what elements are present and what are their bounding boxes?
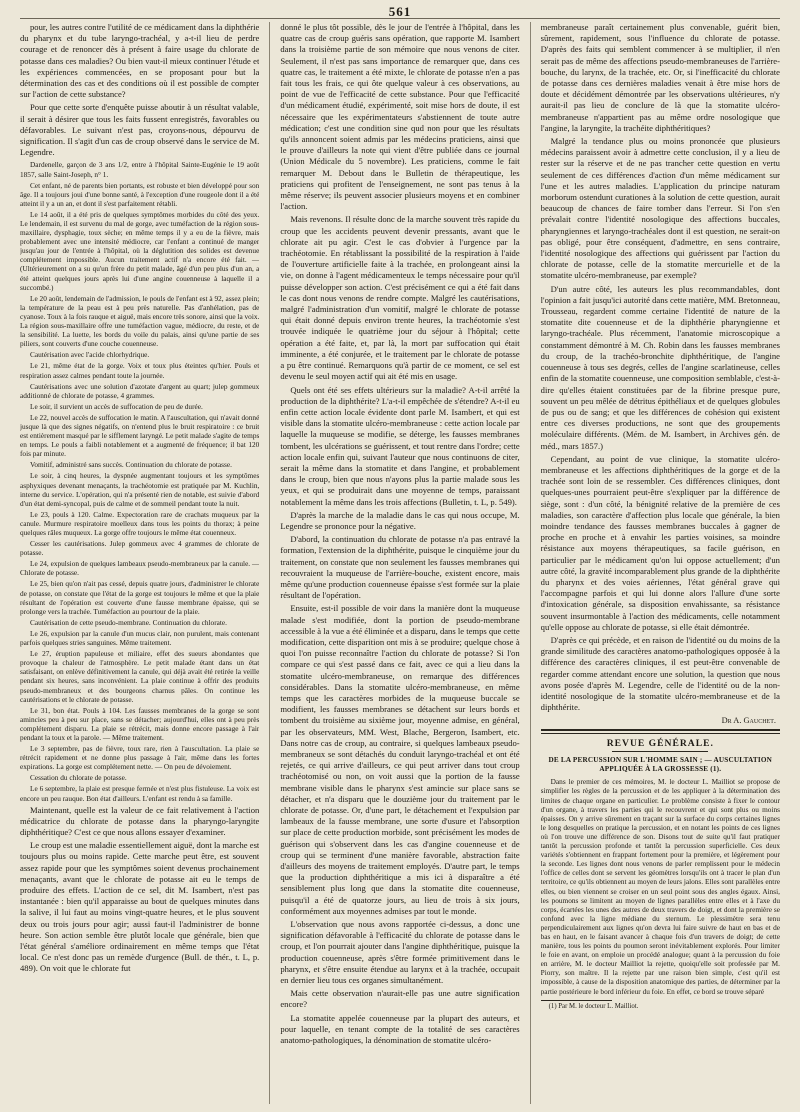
case-paragraph: Le 3 septembre, pas de fièvre, toux rare, rien à l'auscultation. La plaie se rétrécit rapidement et ne donne plus passage à l'air, même dans les fortes expirations. La gorge est complétement nette. — On peu de dévoiement. bbox=[20, 744, 260, 772]
case-paragraph: Cessation du chlorate de potasse. bbox=[30, 773, 127, 783]
section-rule bbox=[541, 729, 780, 734]
paragraph: D'un autre côté, les auteurs les plus recommandables, dont l'opinion a fait jusqu'ici autorité dans cette matière, MM. Bretonneau, Trousseau, regardent comme certaine l'identité de nature de la stomatite dite couenneuse et de la diphthérie pharyngienne et laryngo-trachéale. Plus récemment, l'anatomie microscopique a constamment démontré à M. Ch. Robin dans les fausses membranes du croup, de la trachéo-bronchite diphthéritique, de l'angine couenneuse à tous ses degrés, celles de l'angine scarlatineuse, celles enfin de la stomatite couenneuse, une composition semblable, c'est-à-dire qu'elles étaient constituées par de la fibrine presque pure, souvent un peu mêlée de détritus épithéliaux et de quelques globules de pus ou de sang; et que les différences de cohésion qui existent entre ces diverses productions, ne sont que des groupements moléculaire différents. (Mém. de M. Isambert, in Archives gén. de méd., mars 1857.) bbox=[540, 283, 780, 451]
columns bbox=[20, 22, 780, 1104]
page-number: 561 bbox=[388, 4, 412, 19]
case-paragraph: Le 26, expulsion par la canule d'un mucus clair, non purulent, mais contenant parfois quelques stries sanguines. Même traitement. bbox=[20, 628, 260, 648]
column-2 bbox=[280, 22, 519, 1104]
paragraph: D'après la marche de la maladie dans le cas qui nous occupe, M. Legendre se prononce pour la négative. bbox=[280, 509, 520, 531]
paragraph: donné le plus tôt possible, dès le jour de l'entrée à l'hôpital, dans les quatre cas de croup guéris sans opération, que rapporte M. Isambert dans la troisième partie de son mémoire que nous venons de citer. Seulement, il n'est pas sans importance de remarquer que, dans ces quatre cas, le traitement a été mixte, le chlorate de potasse n'en a pas fait tous les frais, ce qui ôte quelque valeur à ces observations, au point de vue de l'efficacité de cette substance. Pour que l'efficacité d'un médicament étudié, expérimenté, soit mise hors de doute, il est nécessaire que les expérimentateurs s'abstiennent de toute autre médication; c'est une condition sine qud non pour que les résultats qu'ils annoncent soient admis par les médecins praticiens, ainsi que le prouve d'ailleurs la note qui vient d'être publiée dans ce journal (Union Médicale du 5 novembre). Les praticiens, comme le fait remarquer M. Debout dans le Bulletin de thérapeutique, les praticiens qui profitent de l'enseignement, ne sont pas tenus à la même réserve; ils peuvent associer plusieurs moyens et en combiner l'action. bbox=[280, 22, 520, 212]
paragraph: Quels ont été ses effets ultérieurs sur la maladie? A-t-il arrêté la production de la diphthérite? L'a-t-il empêchée de s'étendre? A-t-il eu enfin cette action locale évidente dont parle M. Isambert, et qui est visible dans la stomatite ulcéro-membraneuse : cette action locale par laquelle la muqueuse se modifie, se déterge, les fausses membranes tombent, les ulcérations se guérissent, et tout rentre dans l'ordre; cette action locale enfin qui, suivant l'auteur que nous continuons de citer, serait la même dans la stomatite et dans l'angine, et probablement dans le croup, bien que nous n'ayons plus la partie malade sous les yeux, et qui se produirait dans une moyenne de temps, paraissant notablement la même dans les trois affections (Bulletin, t. L, p. 549). bbox=[280, 384, 520, 507]
case-paragraph: Le 25, bien qu'on n'ait pas cessé, depuis quatre jours, d'administrer le chlorate de potasse, on constate que l'état de la gorge est toujours le même et que la plaie résultant de l'opération est couverte d'une fausse membrane épaisse, qui se prolonge vers la trachée. Tuméfaction au pourtour de la plaie. bbox=[20, 579, 260, 616]
case-paragraph: Cesser les cautérisations. Julep gommeux avec 4 grammes de chlorate de potasse. bbox=[20, 539, 260, 558]
case-paragraph: Le 23, pouls à 120. Calme. Expectoration rare de crachats muqueux par la canule. Murmure respiratoire moelleux dans tous les points du thorax; à peine quelques râles muqueux. La gorge offre toujours le même état couenneux. bbox=[20, 509, 260, 537]
footnote: (1) Par M. le docteur L. Mailliot. bbox=[548, 1002, 639, 1010]
paragraph: Pour que cette sorte d'enquête puisse aboutir à un résultat valable, il serait à désirer que tous les faits fussent enregistrés, favorables ou défavorables. Le suivant n'est pas, croyons-nous, dépourvu de signification. Il s'agit d'un cas de croup observé dans le service de M. Legendre. bbox=[20, 102, 260, 158]
case-paragraph: Le soir, il survient un accès de suffocation de peu de durée. bbox=[30, 401, 203, 411]
case-paragraph: Cet enfant, né de parents bien portants, est robuste et bien développé pour son âge. Il a toujours joui d'une bonne santé, à l'exception d'une rougeole dont il a été atteint il y a un an, et dont il s'est parfaitement rétabli. bbox=[20, 180, 260, 208]
top-rule bbox=[20, 18, 780, 19]
case-paragraph: Vomitif, administré sans succès. Continuation du chlorate de potasse. bbox=[30, 460, 232, 470]
paragraph: membraneuse paraît certainement plus convenable, guérit bien, sûrement, rapidement, sous l'influence du chlorate de potasse. D'après des faits qui semblent commencer à se multiplier, il n'en serait pas de même des affections pseudo-membraneuses de l'arrière-bouche, du larynx, de la trachée, etc. Or, si l'inefficacité du chlorate de potasse dans ces dernières maladies venait à être mise hors de doute et décidément démontrée par les observations ultérieures, n'y aurait-il pas lieu de conclure de là que la stomatite ulcéro-membraneuse n'appartient pas au même ordre nosologique que l'angine, la laryngite, la trachéite diphthéritiques? bbox=[540, 22, 780, 133]
author-signature: Dr A. Gauchet. bbox=[721, 716, 776, 726]
case-paragraph: Le soir, à cinq heures, la dyspnée augmentant toujours et les symptômes asphyxiques devenant menaçants, la trachéotomie est pratiquée par M. Kuchlin, interne du service. L'opération, qui n'a présenté rien de notable, est suivie d'abord d'un état demi-syncopal, puis de calme et de sommeil pendant toute la nuit. bbox=[20, 471, 260, 508]
paragraph: Malgré la tendance plus ou moins prononcée que plusieurs médecins paraissent avoir à admettre cette conclusion, il y a lieu de rester sur la réserve et de ne pas trancher cette question en vertu seulement de ces différences d'action d'un même médicament sur l'une et les autres maladies. L'application du principe naturam morborum ostendunt curationes à la solution de cette question, aurait beaucoup de chances de faire tomber dans l'erreur. Si l'on s'en prévalait contre l'identité nosologique des affections buccales, pharyngiennes et laryngo-trachéales dont il est question, ne serait-on pas obligé, pour être conséquent, d'admettre, en sens contraire, l'identité nosologique des affections qui guérissent par l'action du chlorate de potasse, celle de la stomatite mercurielle et de la stomatite ulcéro-membraneuse, par exemple? bbox=[540, 136, 780, 281]
paragraph: D'abord, la continuation du chlorate de potasse n'a pas entravé la formation, l'extension de la diphthérite, puisque le cinquième jour du traitement, on constate que non seulement les fausses membranes qui recouvraient la muqueuse de l'arrière-bouche, existent encore, mais même qu'une production couenneuse épaisse s'est formée sur la plaie résultant de l'opération. bbox=[280, 534, 520, 601]
paragraph: pour, les autres contre l'utilité de ce médicament dans la diphthérie du pharynx et du tube laryngo-trachéal, y a-t-il lieu de perdre courage et de renoncer dès à présent à faire usage du chlorate de potasse dans ces maladies? Ou bien vaut-il mieux continuer l'étude et les expériences commencées, en se proposant pour but la détermination des cas et des conditions où il est possible de compter sur l'action de cette substance? bbox=[20, 22, 260, 100]
case-paragraph: Le 27, éruption papuleuse et miliaire, effet des sueurs abondantes que provoque la chaleur de l'atmosphère. Le petit malade étant dans un état satisfaisant, on enlève définitivement la canule, qui déjà avait été retirée la veille pendant six heures, sans inconvénient. La plaie continue à offrir des produits pseudo-membraneux et des bourgeons charnus pâles. On continue les cautérisations et le chlorate de potasse. bbox=[20, 649, 260, 704]
title-underline bbox=[612, 751, 708, 752]
review-paragraph: Dans le premier de ces mémoires, M. le docteur L. Mailliot se propose de simplifier les règles de la percussion et de les appliquer à la détermination des limites de chaque organe en particulier. Le problème consiste à fixer le contour d'un organe, à travers les parties qui le recouvrent et qui sont plus ou moins épaisses. On y arrive sûrement en traçant sur la surface du corps certaines lignes le long desquelles on pratique la percussion, et en notant les points de ces lignes où l'on trouve une différence de son. Disons tout de suite qu'il faut pratiquer tantôt la percussion profonde et tantôt la percussion superficielle. Ces deux variétés s'obtiennent en frappant fortement pour la première, et légèrement pour la seconde. Les lignes dont nous venons de parler remplissent pour le médecin l'office de celles dont se servent les géomètres lorsqu'ils ont à tracer le plan d'un territoire, ce qu'ils obtiennent au moyen de leurs jalons. Elles sont parallèles entre elles, ou bien viennent se croiser en un seul point sous des angles égaux. Ainsi, les poumons se limitent au moyen de lignes parallèles entre elles et à l'axe du corps, écartées les unes des autres de deux travers de doigt, et dont la première se confond avec la ligne médiane du sternum. Le plessimètre sera tenu perpendiculairement aux lignes qu'on devra lui faire suivre de haut en bas et de bas en haut, en le faisant avancer à chaque fois d'un travers de doigt; de cette manière, tous les points du poumon seront inévitablement explorés. Pour limiter le foie en avant, on emploie un procédé analogue; quant à la percussion du foie en arrière, M. le docteur Mailliot la rejette, quoiqu'elle soit professée par M. Piorry, son maître. Il la rejette par une raison bien simple, c'est qu'il est impossible, à cause de la disposition anatomique des parties, de déterminer par la partie postérieure le bord inférieur du foie. En effet, ce bord se trouve séparé bbox=[540, 777, 780, 996]
paragraph: L'observation que nous avons rapportée ci-dessus, a donc une signification défavorable à l'efficacité du chlorate de potasse dans le croup, et l'on pourrait ajouter dans l'angine diphthéritique, puisque la production couenneuse, après s'être formée primitivement dans le pharynx, et s'être ensuite étendue au larynx et à la trachée, occupait en dernier lieu tous ces organes simultanément. bbox=[280, 919, 520, 986]
column-3 bbox=[541, 22, 780, 1104]
article-heading: DE LA PERCUSSION SUR L'HOMME SAIN ; — AUSCULTATION APPLIQUÉE À LA GROSSESSE (1). bbox=[548, 756, 773, 774]
case-paragraph: Cautérisation de cette pseudo-membrane. Continuation du chlorate. bbox=[30, 617, 227, 627]
case-paragraph: Dardenelle, garçon de 3 ans 1/2, entre à l'hôpital Sainte-Eugénie le 19 août 1857, salle Saint-Joseph, n° 1. bbox=[20, 160, 260, 179]
case-paragraph: Le 22, nouvel accès de suffocation le matin. A l'auscultation, qui n'avait donné jusque là que des signes négatifs, on n'entend plus le bruit respiratoire : ce bruit est entièrement masqué par le sifflement laryngé. Le petit malade s'agite de temps en temps. Le pouls a faibli notablement et a augmenté de fréquence; il bat 120 fois par minute. bbox=[20, 412, 260, 459]
paragraph: Mais revenons. Il résulte donc de la marche souvent très rapide du croup que les accidents peuvent devenir pressants, avant que le chlorate ait pu agir. C'est le cas d'obvier à l'urgence par la trachéotomie. En rétablissant la possibilité de la respiration à l'aide de l'ouverture artificielle faite à la trachée, en prolongeant ainsi la vie, on donne à l'agent médicamenteux le temps nécessaire pour qu'il puisse développer son action. C'est précisément ce qui a été fait dans le cas dont nous venons de rendre compte. Malgré les cautérisations, malgré l'administration d'un vomitif, malgré le chlorate de potasse qui était donné depuis environ trente heures, la trachéotomie s'est trouvée indiquée le quatrième jour du séjour à l'hôpital; cette opération a été faite, et, par là, la mort par suffocation qui était imminente, a été conjurée, et le traitement par le chlorate de potasse a pu être continué. Remarquons qu'à partir de ce moment, ce sel est devenu le seul moyen actif qui ait été mis en usage. bbox=[280, 214, 520, 382]
case-paragraph: Cautérisations avec une solution d'azotate d'argent au quart; julep gommeux additionné de chlorate de potasse, 4 grammes. bbox=[20, 381, 260, 400]
case-paragraph: Cautérisation avec l'acide chlorhydrique. bbox=[30, 350, 150, 360]
paragraph: Maintenant, quelle est la valeur de ce fait relativement à l'action médicatrice du chlorate de potasse dans la pharyngo-laryngite diphthéritique? C'est ce que nous allons essayer d'examiner. bbox=[20, 804, 260, 838]
case-paragraph: Le 21, même état de la gorge. Voix et toux plus éteintes qu'hier. Pouls et respiration assez calmes pendant toute la journée. bbox=[20, 361, 260, 380]
case-observation bbox=[20, 160, 259, 802]
case-paragraph: Le 14 août, il a été pris de quelques symptômes morbides du côté des yeux. Le lendemain, il est survenu du mal de gorge, avec tuméfaction de la région sous-maxillaire, dysphagie, toux sèche; en même temps il y a eu de la fièvre, mais probablement avec une intensité médiocre, car l'enfant a continué de manger jusqu'au jour de l'entrée à l'hôpital, où la déglutition des solides est devenue complétement impossible. Aucun traitement actif n'a encore été fait. — (Ultérieurement on a su qu'un frère du petit malade, âgé d'un peu plus d'un an, a été atteint quelques jours après lui d'une angine couenneuse à laquelle il a succombé.) bbox=[20, 209, 260, 292]
case-paragraph: Le 31, bon état. Pouls à 104. Les fausses membranes de la gorge se sont amincies peu à peu sur place, sans se détacher; aujourd'hui, elles ont à peu près complétement disparu. La plaie se rétrécit, mais donne encore passage à l'air pendant la toux et la parole. — Même traitement. bbox=[20, 705, 260, 742]
column-divider bbox=[530, 22, 531, 1104]
column-divider bbox=[269, 22, 270, 1104]
case-paragraph: Le 24, expulsion de quelques lambeaux pseudo-membraneux par la canule. — Chlorate de potasse. bbox=[20, 559, 260, 578]
case-paragraph: Le 20 août, lendemain de l'admission, le pouls de l'enfant est à 92, assez plein; la température de la peau est à peu près naturelle. Pas d'anhélation, pas de cyanose. Toux à la fois rauque et aiguë, mais encore très sonore, ainsi que la voix. La région sous-maxillaire offre une tuméfaction vague, médiocre, du reste, et de la sensibilité. La luette, les bords du voile du palais, ainsi qu'une partie de ses piliers, sont couverts d'une couche couenneuse. bbox=[20, 293, 260, 349]
paragraph: Le croup est une maladie essentiellement aiguë, dont la marche est toujours plus ou moins rapide. Cette marche peut être, est souvent assez rapide pour que les symptômes soient devenus prochainement menaçants, avant que le chlorate de potasse ait eu le temps de produire des effets. L'action de ce sel, dit M. Isambert, n'est pas instantanée : bien qu'il apparaisse au bout de quelques minutes dans la salive, il lui faut au moins vingt-quatre heures, et le plus souvent deux ou trois jours pour agir; aussi faut-il l'administrer de bonne heure. Son action semble être plutôt locale que générale, bien que l'état général s'améliore ordinairement en même temps que l'état local. Ce n'est donc pas un remède d'urgence (Bull. de thér., t. L, p. 489). On voit que le chlorate fut bbox=[20, 840, 260, 974]
column-1 bbox=[20, 22, 259, 1104]
paragraph: Mais cette observation n'aurait-elle pas une autre signification encore? bbox=[280, 988, 520, 1010]
paragraph: Ensuite, est-il possible de voir dans la manière dont la muqueuse malade s'est modifiée, dont la portion de pseudo-membrane accessible à la vue a été éliminée et a disparu, dans le temps que cette modification, cette disparition ont mis à se produire; quelque chose à quoi l'on puisse reconnaître l'action du chlorate de potasse? Si l'on compare ce qui s'est passé dans ce fait, avec ce qui a lieu dans la stomatite ulcéro-membraneuse, on remarque des différences considérables. Dans la stomatite ulcéro-membraneuse, en même temps que les caractères morbides de la muqueuse buccale se modifient, les fausses membranes se détachent sur leurs bords et tombent du troisième au sixième jour, moyenne admise, en général, par les observateurs, MM. West, Blache, Bergeron, Isambert, etc. Dans notre cas de croup, au contraire, si quelques lambeaux pseudo-membraneux se sont détachés du conduit laryngo-trachéal et ont été rejetés, ce qui arrive d'ailleurs, ce qui peut arriver dans tout croup trachéotomisé ou non, on voit aussi que la portion de la fausse membrane visible dans le pharynx s'est amincie sur place sans se détacher, et n'a disparu que le douzième jour du traitement par le chlorate de potasse. Or, d'une part, le détachement et l'expulsion par lambeaux de la fausse membrane, une sorte d'usure et l'absorption sur place de cette production morbide, sont précisément les modes de guérison qui s'observent dans les cas d'angine couenneuse et de croup qui se terminent d'une manière favorable, abstraction faite d'ailleurs des moyens de traitement employés. D'autre part, le temps que la production diphthéritique a mis ici à disparaître a été sensiblement plus long que dans la stomatite dite couenneuse, puisqu'il a été de quatorze jours, au lieu de trois à six jours, conformément aux moyennes admises par tout le monde. bbox=[280, 603, 520, 916]
footnote-rule bbox=[541, 1000, 613, 1001]
case-paragraph: Le 6 septembre, la plaie est presque fermée et n'est plus fistuleuse. La voix est encore un peu rauque. Bon état d'ailleurs. L'enfant est rendu à sa famille. bbox=[20, 784, 260, 803]
paragraph: D'après ce qui précède, et en raison de l'identité ou du moins de la grande similitude des caractères anatomo-pathologiques opposée à la différence des caractères cliniques, il est peut-être convenable de regarder comme attendant encore une solution, la question que nous avons posée d'après M. Legendre, celle de l'identité ou de la non-identité nosologique de la stomatite ulcéro-membraneuse et de la diphthérite. bbox=[540, 634, 780, 713]
paragraph: La stomatite appelée couenneuse par la plupart des auteurs, et pour laquelle, en tenant compte de la totalité de ses caractères anatomo-pathologiques, la dénomination de stomatite ulcéro- bbox=[280, 1012, 520, 1046]
paragraph: Cependant, au point de vue clinique, la stomatite ulcéro-membraneuse et les affections diphthéritiques de la gorge et de la trachée sont loin de se ressembler. Ces différences cliniques, dont quelques-unes pourraient peut-être s'expliquer par la différence de siège, sont : d'un côté, la bénignité relative de la première de ces maladies, son caractère d'affection plus locale que générale, la bien moindre tendance des fausses membranes buccales à gagner de proche en proche et à envahir les parties voisines, sa moindre résistance aux moyens thérapeutiques, sa facile guérison, en particulier par le médicament qu'on lui oppose actuellement; d'un autre côté, la gravité incomparablement plus grande de la diphthérite du pharynx et des voies aériennes, l'état général grave qui l'accompagne parfois et qui lui donne alors l'allure d'une sorte d'intoxication générale, sa disposition envahissante, sa résistance souvent insurmontable à l'action des médicaments, celle notamment qu'elle oppose au chlorate de potasse, si elle était démontrée. bbox=[540, 453, 780, 632]
section-title: REVUE GÉNÉRALE. bbox=[606, 738, 714, 750]
